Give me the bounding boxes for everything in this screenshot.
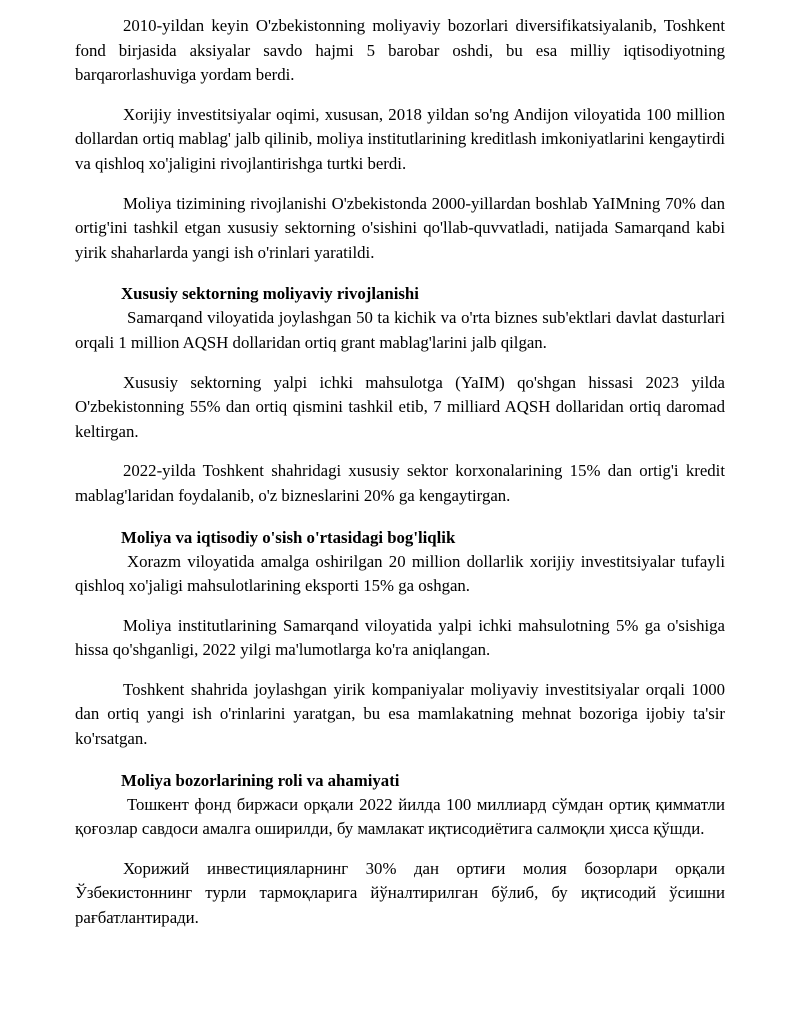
- paragraph: Moliya institutlarining Samarqand viloyatida yalpi ichki mahsulotning 5% ga o'sishiga hissa qo'shganligi, 2022 yilgi ma'lumotlarga ko'ra aniqlangan.: [75, 615, 725, 660]
- paragraph: Toshkent shahrida joylashgan yirik kompaniyalar moliyaviy investitsiyalar orqali 1000 dan ortiq yangi ish o'rinlarini yaratgan, bu esa mamlakatning mehnat bozoriga ijobiy ta'sir ko'rsatgan.: [75, 679, 725, 749]
- paragraph: Xususiy sektorning yalpi ichki mahsulotga (YaIM) qo'shgan hissasi 2023 yilda O'zbekistonning 55% dan ortiq qismini tashkil etib, 7 milliard AQSH dollaridan ortiq daromad keltirgan.: [75, 372, 725, 441]
- paragraph: Тошкент фонд биржаси орқали 2022 йилда 100 миллиард сўмдан ортиқ қимматли қоғозлар савдоси амалга оширилди, бу мамлакат иқтисодиётига салмоқли ҳисса қўшди.: [75, 794, 725, 839]
- paragraph: 2010-yildan keyin O'zbekistonning moliyaviy bozorlari diversifikatsiyalanib, Toshkent fond birjasida aksiyalar savdo hajmi 5 barobar oshdi, bu esa milliy iqtisodiyotning barqarorlashuviga yordam berdi.: [75, 16, 725, 85]
- section-heading: Xususiy sektorning moliyaviy rivojlanishi: [121, 284, 419, 304]
- paragraph: Moliya tizimining rivojlanishi O'zbekistonda 2000-yillardan boshlab YaIMning 70% dan ortig'ini tashkil etgan xususiy sektorning o'sishini qo'llab-quvvatladi, natijada Samarqand kabi yirik shaharlarda yangi ish o'rinlari yaratildi.: [75, 193, 725, 262]
- section-heading: Moliya va iqtisodiy o'sish o'rtasidagi bog'liqlik: [121, 527, 456, 547]
- paragraph: Xorijiy investitsiyalar oqimi, xususan, 2018 yildan so'ng Andijon viloyatida 100 million dollardan ortiq mablag' jalb qilinib, moliya institutlarining kreditlash imkoniyatlarini kengaytirdi va qishloq xo'jaligini rivojlantirishga turtki berdi.: [75, 104, 725, 173]
- paragraph: Хорижий инвестицияларнинг 30% дан ортиғи молия бозорлари орқали Ўзбекистоннинг турли тармоқларига йўналтирилган бўлиб, бу иқтисодий ўсишни рағбатлантиради.: [75, 858, 725, 928]
- paragraph: Samarqand viloyatida joylashgan 50 ta kichik va o'rta biznes sub'ektlari davlat dasturlari orqali 1 million AQSH dollaridan ortiq grant mablag'larini jalb qilgan.: [75, 308, 725, 352]
- section-heading: Moliya bozorlarining roli va ahamiyati: [121, 770, 400, 790]
- paragraph: 2022-yilda Toshkent shahridagi xususiy sektor korxonalarining 15% dan ortig'i kredit mablag'laridan foydalanib, o'z bizneslarini 20% ga kengaytirgan.: [75, 461, 725, 505]
- paragraph: Xorazm viloyatida amalga oshirilgan 20 million dollarlik xorijiy investitsiyalar tufayli qishloq xo'jaligi mahsulotlarining eksporti 15% ga oshgan.: [75, 551, 725, 596]
